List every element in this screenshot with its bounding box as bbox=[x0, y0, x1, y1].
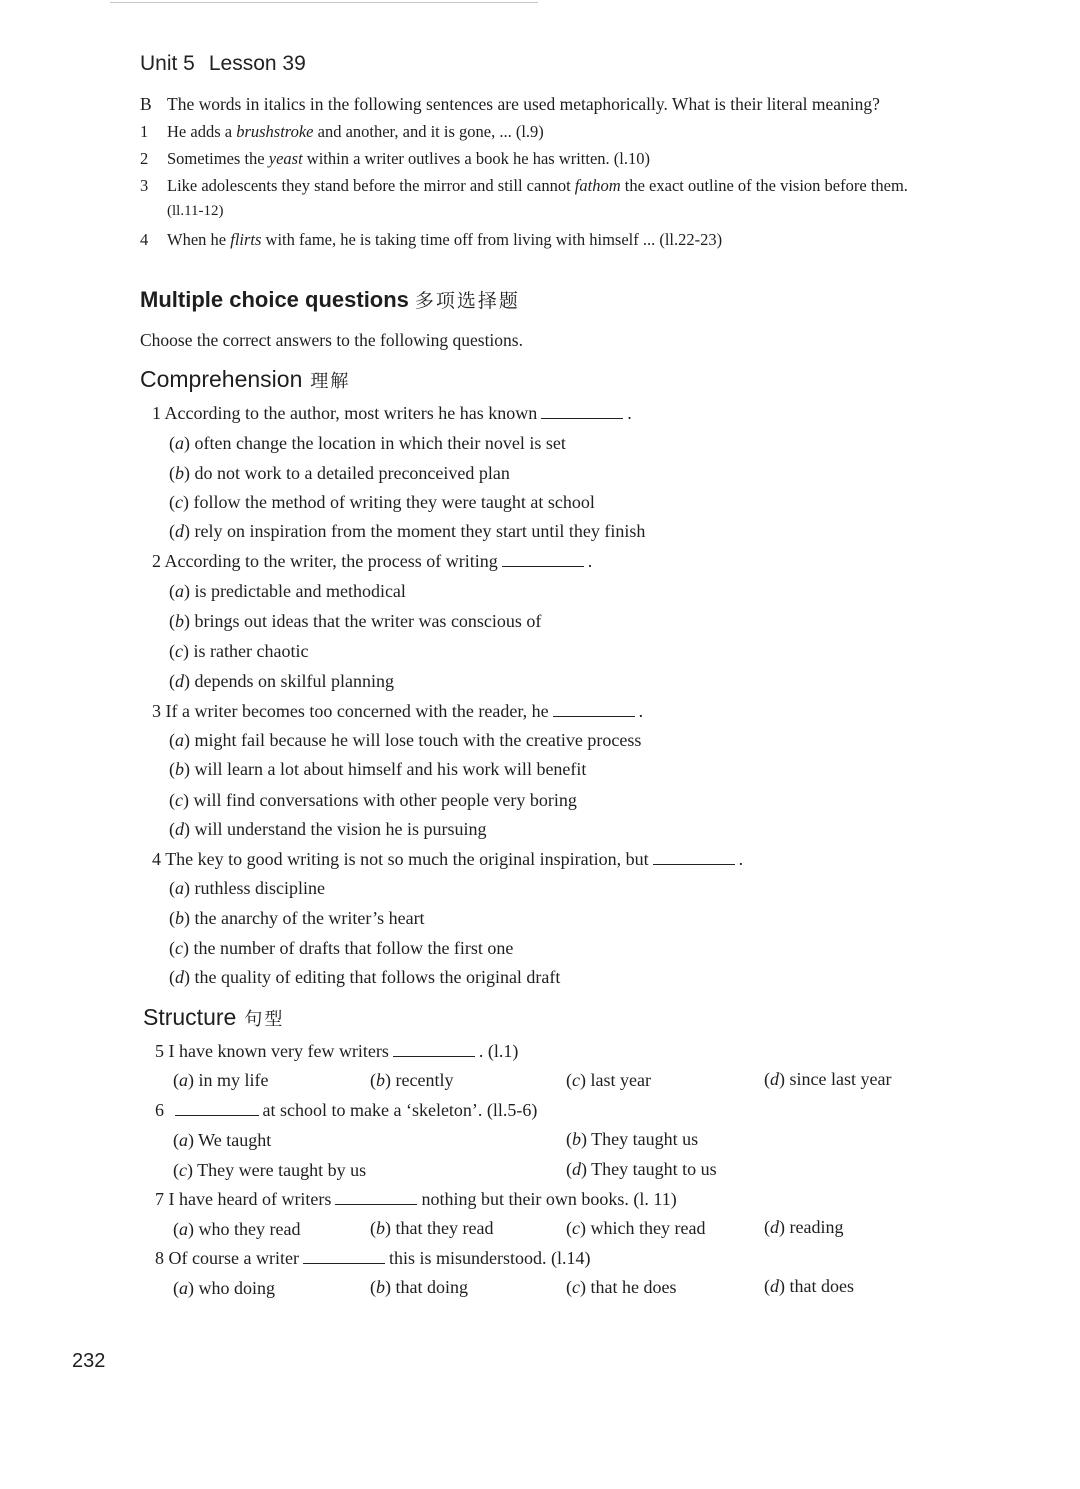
item-text: When he bbox=[167, 230, 231, 249]
answer-blank bbox=[175, 1114, 259, 1116]
option-letter: c bbox=[572, 1277, 580, 1297]
option-text: will find conversations with other people very boring bbox=[193, 790, 577, 810]
option-letter: d bbox=[175, 819, 184, 839]
question-text: . (l.1) bbox=[478, 1041, 519, 1061]
option-letter: c bbox=[175, 790, 183, 810]
option-letter: c bbox=[572, 1070, 580, 1090]
option-text: often change the location in which their novel is set bbox=[194, 433, 566, 453]
option: (b) do not work to a detailed preconceived plan bbox=[169, 463, 510, 483]
question-end: . bbox=[638, 701, 644, 721]
subsection-title-cn: 句型 bbox=[244, 1009, 285, 1030]
item-text: with fame, he is taking time off from living with himself ... (ll.22-23) bbox=[261, 230, 723, 249]
option-letter: a bbox=[179, 1219, 188, 1239]
option-letter: c bbox=[175, 938, 183, 958]
option: (a) who doing bbox=[173, 1278, 275, 1298]
item-italic-word: yeast bbox=[268, 149, 303, 168]
option: (a) We taught bbox=[173, 1130, 272, 1150]
subsection-title-comprehension bbox=[140, 366, 350, 393]
option: (d) They taught to us bbox=[566, 1159, 717, 1179]
option-text: the number of drafts that follow the first one bbox=[193, 938, 514, 958]
subsection-title-structure bbox=[143, 1004, 284, 1031]
question-text: I have known very few writers bbox=[168, 1041, 389, 1061]
section-title-multiple-choice bbox=[140, 286, 520, 313]
option-text: We taught bbox=[198, 1130, 272, 1150]
item-text: He adds a bbox=[167, 122, 237, 141]
option: (a) ruthless discipline bbox=[169, 878, 325, 898]
exercise-b-item bbox=[140, 176, 908, 196]
option: (c) will find conversations with other people very boring bbox=[169, 790, 577, 810]
exercise-b-item-continuation: (ll.11-12) bbox=[167, 203, 224, 219]
question-text: According to the author, most writers he has known bbox=[164, 403, 538, 423]
option: (b) the anarchy of the writer’s heart bbox=[169, 908, 425, 928]
option: (c) the number of drafts that follow the first one bbox=[169, 938, 514, 958]
answer-blank bbox=[541, 417, 623, 419]
option-letter: b bbox=[376, 1277, 385, 1297]
unit-label: Unit 5 bbox=[140, 52, 195, 75]
option: (d) rely on inspiration from the moment they start until they finish bbox=[169, 521, 646, 541]
option-text: might fail because he will lose touch with the creative process bbox=[194, 730, 642, 750]
option-text: ruthless discipline bbox=[194, 878, 325, 898]
option-letter: b bbox=[175, 908, 184, 928]
option-letter: b bbox=[175, 759, 184, 779]
exercise-b-item bbox=[140, 230, 722, 250]
option-letter: d bbox=[175, 671, 184, 691]
option: (a) who they read bbox=[173, 1219, 301, 1239]
question bbox=[155, 1041, 518, 1062]
option-letter: b bbox=[572, 1129, 581, 1149]
top-rule bbox=[110, 2, 538, 3]
option-letter: b bbox=[376, 1218, 385, 1238]
option-letter: a bbox=[175, 581, 184, 601]
lesson-label: Lesson 39 bbox=[208, 52, 306, 75]
option-text: in my life bbox=[198, 1070, 269, 1090]
item-number: 4 bbox=[140, 230, 149, 249]
question-text: Of course a writer bbox=[168, 1248, 299, 1268]
option-letter: b bbox=[376, 1070, 385, 1090]
option-letter: d bbox=[175, 521, 184, 541]
item-number: 1 bbox=[140, 122, 149, 141]
option-letter: b bbox=[175, 611, 184, 631]
item-text: Like adolescents they stand before the mirror and still cannot bbox=[167, 176, 575, 195]
option-text: brings out ideas that the writer was conscious of bbox=[194, 611, 542, 631]
option-letter: a bbox=[175, 730, 184, 750]
option-text: the anarchy of the writer’s heart bbox=[194, 908, 425, 928]
exercise-b-instruction bbox=[140, 94, 880, 115]
option: (b) brings out ideas that the writer was conscious of bbox=[169, 611, 542, 631]
option-letter: d bbox=[175, 967, 184, 987]
answer-blank bbox=[393, 1055, 475, 1057]
answer-blank bbox=[502, 565, 584, 567]
subsection-title-cn: 理解 bbox=[310, 371, 351, 392]
question bbox=[152, 403, 632, 424]
option-letter: a bbox=[175, 878, 184, 898]
option-text: reading bbox=[789, 1217, 844, 1237]
item-italic-word: flirts bbox=[230, 230, 262, 249]
question-number: 8 bbox=[155, 1248, 164, 1268]
question-number: 5 bbox=[155, 1041, 164, 1061]
page-number: 232 bbox=[72, 1350, 106, 1372]
question-text: According to the writer, the process of writing bbox=[164, 551, 498, 571]
question-text: If a writer becomes too concerned with the reader, he bbox=[165, 701, 549, 721]
option: (d) reading bbox=[764, 1217, 844, 1237]
option-text: who they read bbox=[198, 1219, 301, 1239]
option-text: that does bbox=[789, 1276, 854, 1296]
item-text: Sometimes the bbox=[167, 149, 269, 168]
subsection-title-text: Structure bbox=[143, 1004, 237, 1030]
section-title-text: Multiple choice questions bbox=[140, 287, 409, 312]
item-text: the exact outline of the vision before them. bbox=[620, 176, 908, 195]
exercise-b-item bbox=[140, 149, 650, 169]
option-text: who doing bbox=[198, 1278, 275, 1298]
section-title-cn: 多项选择题 bbox=[414, 290, 520, 312]
option-text: will learn a lot about himself and his work will benefit bbox=[194, 759, 587, 779]
question-number: 1 bbox=[152, 403, 161, 423]
option-text: is rather chaotic bbox=[193, 641, 309, 661]
item-number: 2 bbox=[140, 149, 149, 168]
mc-instruction: Choose the correct answers to the following questions. bbox=[140, 330, 523, 350]
option-text: They were taught by us bbox=[197, 1160, 367, 1180]
question-number: 2 bbox=[152, 551, 161, 571]
option-letter: c bbox=[175, 492, 183, 512]
option-text: since last year bbox=[789, 1069, 892, 1089]
question-text: this is misunderstood. (l.14) bbox=[388, 1248, 591, 1268]
question-number: 7 bbox=[155, 1189, 164, 1209]
item-italic-word: fathom bbox=[574, 176, 621, 195]
option-letter: a bbox=[179, 1070, 188, 1090]
exercise-b-item bbox=[140, 122, 544, 142]
option-text: that he does bbox=[590, 1277, 677, 1297]
item-text: within a writer outlives a book he has written. (l.10) bbox=[302, 149, 650, 168]
option-letter: d bbox=[770, 1276, 779, 1296]
option-letter: a bbox=[179, 1130, 188, 1150]
option-letter: d bbox=[572, 1159, 581, 1179]
question-text: I have heard of writers bbox=[168, 1189, 332, 1209]
option: (b) They taught us bbox=[566, 1129, 699, 1149]
option-letter: d bbox=[770, 1069, 779, 1089]
option-text: will understand the vision he is pursuing bbox=[194, 819, 487, 839]
answer-blank bbox=[553, 715, 635, 717]
option-text: rely on inspiration from the moment they start until they finish bbox=[194, 521, 646, 541]
option: (d) the quality of editing that follows the original draft bbox=[169, 967, 561, 987]
option: (c) They were taught by us bbox=[173, 1160, 367, 1180]
option: (d) since last year bbox=[764, 1069, 892, 1089]
option-text: last year bbox=[590, 1070, 651, 1090]
option-letter: c bbox=[175, 641, 183, 661]
option: (d) will understand the vision he is pursuing bbox=[169, 819, 487, 839]
question-end: . bbox=[587, 551, 593, 571]
item-italic-word: brushstroke bbox=[236, 122, 314, 141]
option: (c) is rather chaotic bbox=[169, 641, 309, 661]
option: (c) follow the method of writing they were taught at school bbox=[169, 492, 595, 512]
option-text: that they read bbox=[395, 1218, 494, 1238]
option-letter: a bbox=[179, 1278, 188, 1298]
option-text: which they read bbox=[590, 1218, 706, 1238]
option-letter: c bbox=[179, 1160, 187, 1180]
option: (b) that doing bbox=[370, 1277, 468, 1297]
option-letter: a bbox=[175, 433, 184, 453]
question-number: 6 bbox=[155, 1100, 164, 1120]
page-header bbox=[140, 52, 306, 76]
option: (b) that they read bbox=[370, 1218, 494, 1238]
question-number: 3 bbox=[152, 701, 161, 721]
option-letter: c bbox=[572, 1218, 580, 1238]
option-text: do not work to a detailed preconceived plan bbox=[194, 463, 510, 483]
question-text: The key to good writing is not so much the original inspiration, but bbox=[165, 849, 649, 869]
question bbox=[155, 1100, 537, 1121]
question bbox=[152, 551, 592, 572]
subsection-title-text: Comprehension bbox=[140, 366, 303, 392]
question-text: nothing but their own books. (l. 11) bbox=[421, 1189, 677, 1209]
exercise-b-instruction-text: The words in italics in the following sentences are used metaphorically. What is their literal meaning? bbox=[167, 94, 880, 114]
question bbox=[155, 1189, 677, 1210]
question-text: at school to make a ‘skeleton’. (ll.5-6) bbox=[262, 1100, 538, 1120]
option-text: They taught us bbox=[591, 1129, 699, 1149]
option: (b) recently bbox=[370, 1070, 454, 1090]
option: (d) that does bbox=[764, 1276, 854, 1296]
answer-blank bbox=[335, 1203, 417, 1205]
option-text: is predictable and methodical bbox=[194, 581, 406, 601]
answer-blank bbox=[653, 863, 735, 865]
option-text: the quality of editing that follows the original draft bbox=[194, 967, 561, 987]
option: (a) often change the location in which their novel is set bbox=[169, 433, 566, 453]
option: (c) which they read bbox=[566, 1218, 706, 1238]
item-text: and another, and it is gone, ... (l.9) bbox=[313, 122, 544, 141]
option: (a) in my life bbox=[173, 1070, 269, 1090]
item-number: 3 bbox=[140, 176, 149, 195]
question-end: . bbox=[738, 849, 744, 869]
option: (c) last year bbox=[566, 1070, 651, 1090]
question bbox=[152, 701, 643, 722]
question bbox=[152, 849, 743, 870]
question-end: . bbox=[627, 403, 632, 423]
option-text: They taught to us bbox=[591, 1159, 717, 1179]
option: (b) will learn a lot about himself and his work will benefit bbox=[169, 759, 587, 779]
option-letter: b bbox=[175, 463, 184, 483]
option: (a) is predictable and methodical bbox=[169, 581, 406, 601]
question bbox=[155, 1248, 590, 1269]
exercise-b-label: B bbox=[140, 94, 152, 114]
option: (d) depends on skilful planning bbox=[169, 671, 394, 691]
answer-blank bbox=[303, 1262, 385, 1264]
option: (a) might fail because he will lose touch with the creative process bbox=[169, 730, 642, 750]
option-letter: d bbox=[770, 1217, 779, 1237]
question-number: 4 bbox=[152, 849, 161, 869]
option-text: that doing bbox=[395, 1277, 468, 1297]
option: (c) that he does bbox=[566, 1277, 677, 1297]
option-text: follow the method of writing they were taught at school bbox=[193, 492, 595, 512]
option-text: recently bbox=[395, 1070, 454, 1090]
option-text: depends on skilful planning bbox=[194, 671, 394, 691]
